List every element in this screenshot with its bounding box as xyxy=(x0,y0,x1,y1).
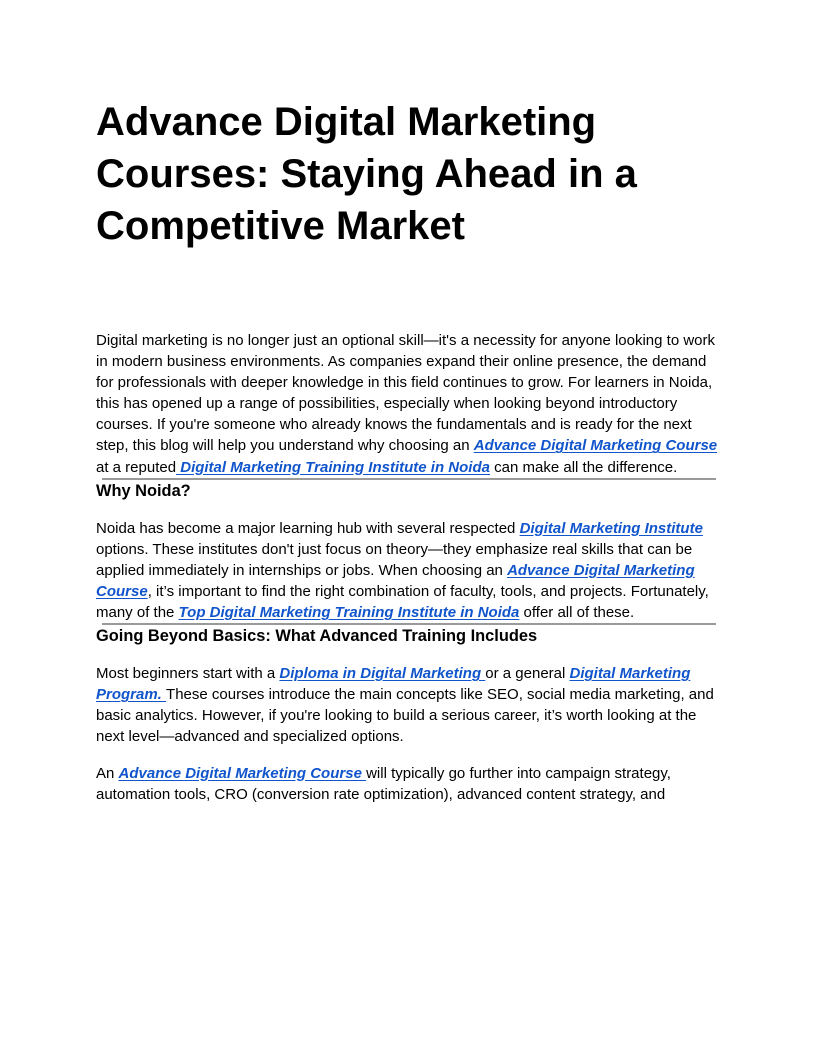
s1-text-3: , it’s important to find the right combination of faculty, tools, and projects. Fortunately, many of the xyxy=(96,582,709,622)
link-advance-digital-marketing-course[interactable]: Advance Digital Marketing Course xyxy=(473,437,718,455)
link-digital-marketing-institute[interactable]: Digital Marketing Institute xyxy=(519,519,703,537)
link-diploma-in-digital-marketing[interactable]: Diploma in Digital Marketing xyxy=(279,665,486,683)
section-heading-why-noida: Why Noida? xyxy=(96,481,191,500)
intro-text-2: at a reputed xyxy=(96,458,177,476)
why-noida-paragraph xyxy=(96,518,720,623)
intro-paragraph xyxy=(96,330,720,478)
link-digital-marketing-training-institute-noida[interactable]: Digital Marketing Training Institute in Noida xyxy=(176,458,490,476)
s2p1-text-3: These courses introduce the main concepts like SEO, social media marketing, and basic analytics. However, if you're looking to build a serious career, it’s worth looking at the next level—advanced and specialized options. xyxy=(96,686,714,746)
beyond-basics-paragraph-2 xyxy=(96,763,720,805)
s1-text-2: options. These institutes don't just focus on theory—they emphasize real skills that can be applied immediately in internships or jobs. When choosing an xyxy=(96,540,693,579)
link-top-digital-marketing-training-institute-noida[interactable]: Top Digital Marketing Training Institute in Noida xyxy=(178,604,520,622)
link-advance-digital-marketing-course-2[interactable]: Advance Digital Marketing Course xyxy=(96,561,695,600)
s1-text-1: Noida has become a major learning hub with several respected xyxy=(96,519,520,537)
s2p2-text-1: An xyxy=(96,764,119,782)
link-digital-marketing-program[interactable]: Digital Marketing Program. xyxy=(96,665,691,704)
link-advance-digital-marketing-course-3[interactable]: Advance Digital Marketing Course xyxy=(118,764,367,782)
intro-text-3: can make all the difference. xyxy=(489,458,678,476)
s2p1-text-2: or a general xyxy=(485,665,570,683)
intro-text-1: Digital marketing is no longer just an optional skill—it's a necessity for anyone looking to work in modern business environments. As companies expand their online presence, the demand for professionals with deeper knowledge in this field continues to grow. For learners in Noida, this has opened up a range of possibilities, especially when looking beyond introductory courses. If you're someone who already knows the fundamentals and is ready for the next step, this blog will help you understand why choosing an xyxy=(96,332,715,455)
section-heading-going-beyond-basics: Going Beyond Basics: What Advanced Training Includes xyxy=(96,627,538,646)
page-title: Advance Digital Marketing Courses: Staying Ahead in a Competitive Market xyxy=(96,100,637,248)
document-page xyxy=(96,96,720,805)
s1-text-4: offer all of these. xyxy=(519,604,635,622)
section-divider xyxy=(102,623,716,625)
section-divider xyxy=(102,478,716,480)
beyond-basics-paragraph-1 xyxy=(96,663,720,747)
s2p1-text-1: Most beginners start with a xyxy=(96,665,280,683)
s2p2-text-2: will typically go further into campaign strategy, automation tools, CRO (conversion rate optimization), advanced content strategy, and xyxy=(96,764,671,803)
